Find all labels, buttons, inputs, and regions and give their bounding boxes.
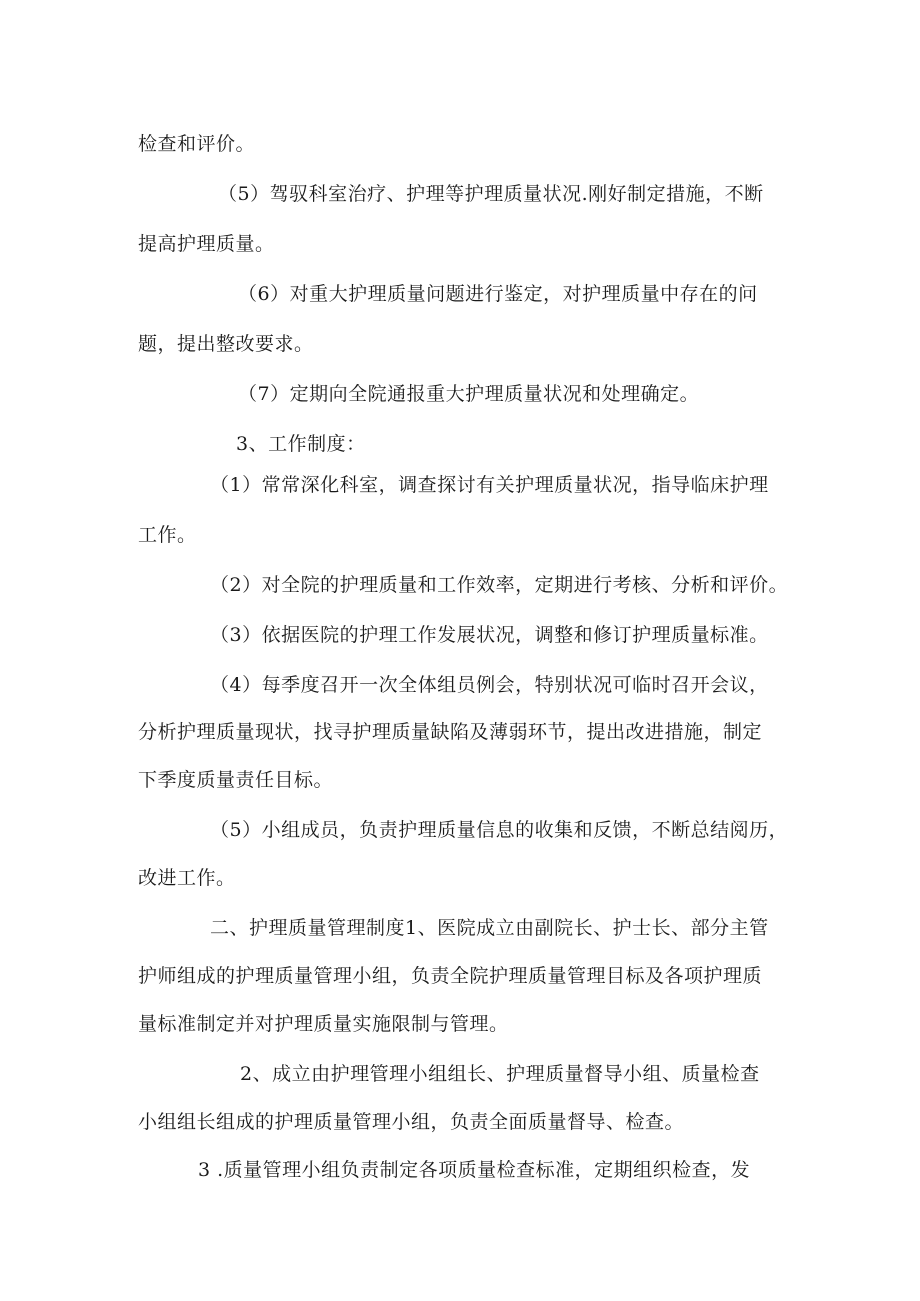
text-line: 2、成立由护理管理小组组长、护理质量督导小组、质量检查 xyxy=(240,1063,760,1085)
text-line: 下季度质量责任目标。 xyxy=(138,769,334,791)
text-line: （2）对全院的护理质量和工作效率，定期进行考核、分析和评价。 xyxy=(210,574,789,596)
text-line: 分析护理质量现状，找寻护理质量缺陷及薄弱环节，提出改进措施，制定 xyxy=(138,721,763,743)
text-line: 小组组长组成的护理质量管理小组，负责全面质量督导、检查。 xyxy=(138,1111,685,1133)
text-line: 提高护理质量。 xyxy=(138,233,275,255)
text-line: （4）每季度召开一次全体组员例会，特别状况可临时召开会议， xyxy=(210,674,769,696)
text-line: 检查和评价。 xyxy=(138,133,256,155)
text-line: （3）依据医院的护理工作发展状况，调整和修订护理质量标准。 xyxy=(210,624,769,646)
text-line: 工作。 xyxy=(138,524,197,546)
text-line: 量标准制定并对护理质量实施限制与管理。 xyxy=(138,1013,509,1035)
text-line: （1）常常深化科室，调查探讨有关护理质量状况，指导临床护理 xyxy=(210,474,769,496)
text-line: 题，提出整改要求。 xyxy=(138,333,314,355)
text-line: （5）驾驭科室治疗、护理等护理质量状况.刚好制定措施，不断 xyxy=(218,183,764,205)
text-line: 3 .质量管理小组负责制定各项质量检查标准，定期组织检查，发 xyxy=(198,1159,751,1181)
text-line: 二、护理质量管理制度1、医院成立由副院长、护士长、部分主管 xyxy=(210,917,769,939)
text-line: 改进工作。 xyxy=(138,867,236,889)
text-line: 护师组成的护理质量管理小组，负责全院护理质量管理目标及各项护理质 xyxy=(138,965,763,987)
text-line: （6）对重大护理质量问题进行鉴定，对护理质量中存在的问 xyxy=(238,283,758,305)
text-line: （5）小组成员，负责护理质量信息的收集和反馈，不断总结阅历， xyxy=(210,819,789,841)
text-line: （7）定期向全院通报重大护理质量状况和处理确定。 xyxy=(238,383,700,405)
text-line: 3、工作制度： xyxy=(236,433,366,455)
